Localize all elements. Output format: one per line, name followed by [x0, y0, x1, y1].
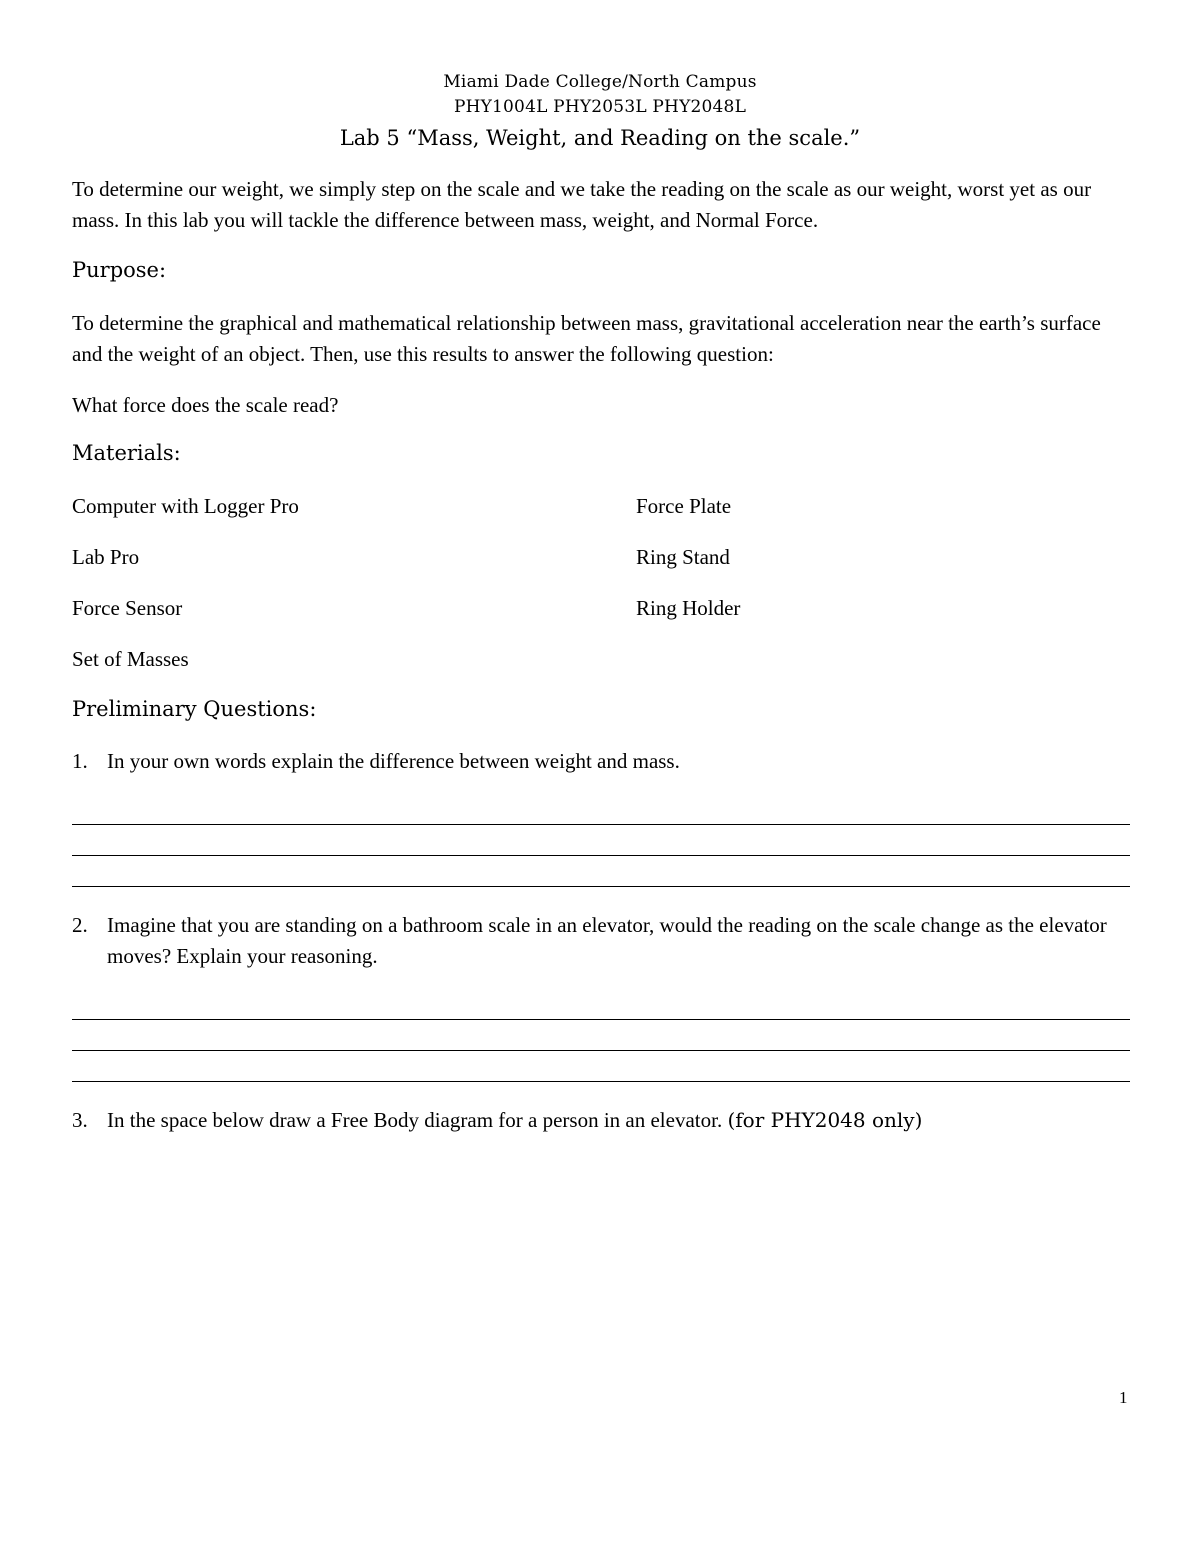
intro-paragraph: To determine our weight, we simply step on the scale and we take the reading on the scale as our weight, worst yet as our mass. In this lab you will tackle the difference between mass, weight, and Normal Force.	[72, 177, 1092, 232]
question-2	[72, 910, 1132, 972]
question-text: In the space below draw a Free Body diagram for a person in an elevator.	[107, 1108, 723, 1132]
material-item: Set of Masses	[72, 647, 189, 671]
question-note: (for PHY2048 only)	[727, 1108, 923, 1132]
lab-title: Lab 5 “Mass, Weight, and Reading on the scale.”	[339, 126, 861, 150]
question-text: Imagine that you are standing on a bathroom scale in an elevator, would the reading on the scale change as the elevator moves? Explain your reasoning.	[107, 913, 1107, 968]
materials-heading: Materials:	[72, 441, 181, 465]
material-item: Ring Holder	[636, 596, 741, 620]
material-item: Ring Stand	[636, 545, 730, 569]
answer-line[interactable]	[72, 824, 1130, 825]
page-number: 1	[1119, 1388, 1128, 1407]
question-text: In your own words explain the difference between weight and mass.	[107, 749, 680, 773]
answer-line[interactable]	[72, 1081, 1130, 1082]
question-3	[72, 1105, 1132, 1136]
question-text-wrap	[107, 1105, 1132, 1136]
answer-line[interactable]	[72, 855, 1130, 856]
material-item: Computer with Logger Pro	[72, 494, 299, 518]
answer-line[interactable]	[72, 1019, 1130, 1020]
course-codes: PHY1004L PHY2053L PHY2048L	[453, 97, 747, 117]
question-number: 2.	[72, 913, 88, 937]
material-item: Force Plate	[636, 494, 732, 518]
material-item: Lab Pro	[72, 545, 140, 569]
question-number: 1.	[72, 749, 88, 773]
preliminary-heading: Preliminary Questions:	[72, 697, 317, 721]
question-1	[72, 746, 1132, 777]
answer-line[interactable]	[72, 1050, 1130, 1051]
institution-header: Miami Dade College/North Campus	[443, 72, 757, 92]
question-number: 3.	[72, 1108, 88, 1132]
answer-line[interactable]	[72, 886, 1130, 887]
purpose-heading: Purpose:	[72, 258, 167, 282]
purpose-question: What force does the scale read?	[72, 393, 339, 417]
material-item: Force Sensor	[72, 596, 183, 620]
purpose-text: To determine the graphical and mathematical relationship between mass, gravitational acceleration near the earth’s surface and the weight of an object. Then, use this results to answer the following question:	[72, 311, 1101, 366]
